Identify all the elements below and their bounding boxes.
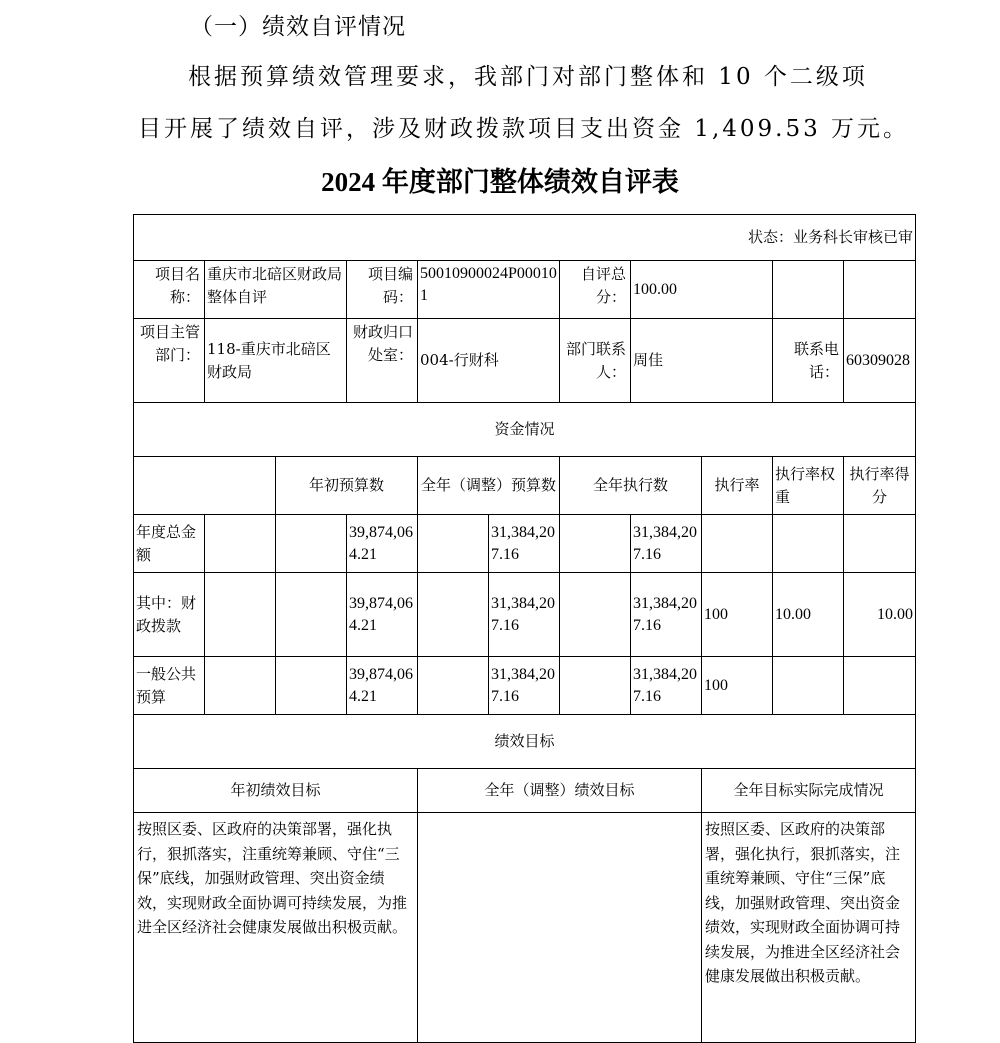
contact-value: 周佳 bbox=[631, 319, 773, 403]
executed-value: 31,384,207.16 bbox=[631, 573, 702, 657]
table-title: 2024 年度部门整体绩效自评表 bbox=[321, 167, 679, 197]
score-value bbox=[844, 515, 916, 573]
empty-cell bbox=[276, 657, 347, 715]
empty-cell bbox=[844, 261, 916, 319]
empty-cell bbox=[560, 573, 631, 657]
empty-cell bbox=[276, 573, 347, 657]
dept-value: 118-重庆市北碚区财政局 bbox=[205, 319, 347, 403]
header-initial-goals: 年初绩效目标 bbox=[134, 769, 418, 813]
initial-goals-text: 按照区委、区政府的决策部署，强化执行，狠抓落实，注重统筹兼顾、守住“三保”底线，加强财政管理、突出资金绩效，实现财政全面协调可持续发展，为推进全区经济社会健康发展做出积极贡献。 bbox=[134, 813, 418, 1043]
initial-value: 39,874,064.21 bbox=[347, 573, 418, 657]
empty-cell bbox=[418, 573, 489, 657]
row-label: 其中：财政拨款 bbox=[134, 573, 205, 657]
office-value: 004-行财科 bbox=[418, 319, 560, 403]
empty-cell bbox=[418, 515, 489, 573]
project-code-label: 项目编码： bbox=[347, 261, 418, 319]
empty-cell bbox=[205, 657, 276, 715]
adjusted-value: 31,384,207.16 bbox=[489, 515, 560, 573]
score-label: 自评总分： bbox=[560, 261, 631, 319]
empty-cell bbox=[560, 657, 631, 715]
header-executed: 全年执行数 bbox=[560, 457, 702, 515]
actual-completion-text: 按照区委、区政府的决策部署，强化执行，狠抓落实，注重统筹兼顾、守住“三保”底线，加强财政管理、突出资金绩效，实现财政全面协调可持续发展，为推进全区经济社会健康发展做出积极贡献。 bbox=[702, 813, 916, 1043]
status-cell: 状态：业务科长审核已审 bbox=[134, 215, 916, 261]
project-code-value: 50010900024P000101 bbox=[418, 261, 560, 319]
rate-value: 100 bbox=[702, 573, 773, 657]
score-value: 10.00 bbox=[844, 573, 916, 657]
row-label: 年度总金额 bbox=[134, 515, 205, 573]
header-actual-completion: 全年目标实际完成情况 bbox=[702, 769, 916, 813]
header-adjusted-budget: 全年（调整）预算数 bbox=[418, 457, 560, 515]
empty-cell bbox=[134, 457, 276, 515]
header-score: 执行率得分 bbox=[844, 457, 916, 515]
section-heading: （一）绩效自评情况 bbox=[190, 14, 406, 40]
header-rate: 执行率 bbox=[702, 457, 773, 515]
score-value: 100.00 bbox=[631, 261, 773, 319]
row-label: 一般公共预算 bbox=[134, 657, 205, 715]
empty-cell bbox=[560, 515, 631, 573]
funds-section-title: 资金情况 bbox=[134, 403, 916, 457]
intro-line-2: 目开展了绩效自评，涉及财政拨款项目支出资金 1,409.53 万元。 bbox=[138, 116, 910, 142]
weight-value: 10.00 bbox=[773, 573, 844, 657]
initial-value: 39,874,064.21 bbox=[347, 515, 418, 573]
office-label: 财政归口处室： bbox=[347, 319, 418, 403]
weight-value bbox=[773, 515, 844, 573]
table-row bbox=[134, 573, 916, 657]
table-row bbox=[134, 515, 916, 573]
contact-label: 部门联系人： bbox=[560, 319, 631, 403]
executed-value: 31,384,207.16 bbox=[631, 657, 702, 715]
project-name-value: 重庆市北碚区财政局整体自评 bbox=[205, 261, 347, 319]
goals-section-title: 绩效目标 bbox=[134, 715, 916, 769]
phone-label: 联系电话： bbox=[773, 319, 844, 403]
empty-cell bbox=[276, 515, 347, 573]
weight-value bbox=[773, 657, 844, 715]
intro-line-1: 根据预算绩效管理要求，我部门对部门整体和 10 个二级项 bbox=[188, 64, 868, 90]
empty-cell bbox=[205, 573, 276, 657]
project-name-label: 项目名称： bbox=[134, 261, 205, 319]
adjusted-goals-text bbox=[418, 813, 702, 1043]
evaluation-table bbox=[133, 214, 916, 1043]
header-initial-budget: 年初预算数 bbox=[276, 457, 418, 515]
executed-value: 31,384,207.16 bbox=[631, 515, 702, 573]
header-adjusted-goals: 全年（调整）绩效目标 bbox=[418, 769, 702, 813]
adjusted-value: 31,384,207.16 bbox=[489, 657, 560, 715]
phone-value: 60309028 bbox=[844, 319, 916, 403]
score-value bbox=[844, 657, 916, 715]
header-weight: 执行率权重 bbox=[773, 457, 844, 515]
empty-cell bbox=[418, 657, 489, 715]
rate-value: 100 bbox=[702, 657, 773, 715]
empty-cell bbox=[205, 515, 276, 573]
adjusted-value: 31,384,207.16 bbox=[489, 573, 560, 657]
table-row bbox=[134, 657, 916, 715]
empty-cell bbox=[773, 261, 844, 319]
rate-value bbox=[702, 515, 773, 573]
dept-label: 项目主管部门： bbox=[134, 319, 205, 403]
initial-value: 39,874,064.21 bbox=[347, 657, 418, 715]
